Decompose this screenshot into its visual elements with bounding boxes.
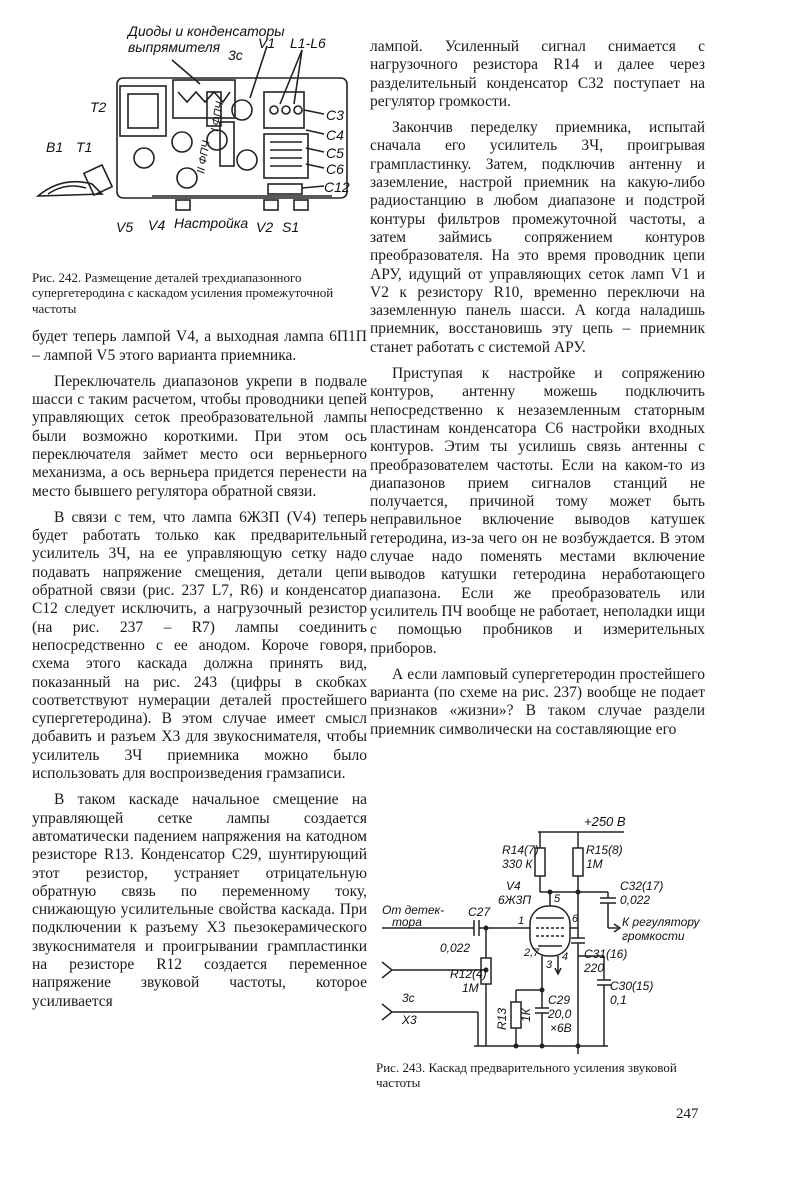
fig242-label-t1: T1 <box>76 139 93 155</box>
fig242-label-c4: C4 <box>326 127 344 143</box>
fig243-label-to-1: К регулятору <box>622 915 700 929</box>
fig242-label-v4: V4 <box>148 217 166 233</box>
fig243-label-c32-value: 0,022 <box>620 893 651 907</box>
fig243-label-r14: R14(7) <box>502 843 539 857</box>
fig243-pin-4: 4 <box>562 951 569 963</box>
fig242-label-v1: V1 <box>258 35 276 51</box>
right-column <box>370 38 705 739</box>
fig243-label-supply: +250 В <box>584 814 626 829</box>
fig242-label-c5: C5 <box>326 145 344 161</box>
fig242-label-l1l6: L1-L6 <box>290 35 326 51</box>
fig242-label-nastroyka: Настройка <box>174 215 249 231</box>
figure-242 <box>32 0 367 268</box>
figure-243 <box>378 810 708 1060</box>
figure-242-caption: Рис. 242. Размещение деталей трехдиапазонного супергетеродина с каскадом усиления промежуточной частоты <box>32 270 334 316</box>
fig243-label-x3: X3 <box>402 1013 417 1027</box>
page-number: 247 <box>676 1106 699 1122</box>
fig243-label-r14-value: 330 К <box>502 857 533 871</box>
right-paragraph-1: лампой. Усиленный сигнал снимается с нагрузочного резистора R14 и далее через разделительный конденсатор C32 поступает на регулятор громкости. <box>370 38 705 110</box>
left-paragraph-3: В связи с тем, что лампа 6Ж3П (V4) теперь будет работать только как предварительный усилитель 3Ч, на ее управляющую сетку надо подавать напряжение смещения, детали цепи обратной связи (рис. 237 L7, R6) и конденсатор C12 следует исключить, а нагрузочный резистор (на рис. 237 – R7) лампы соединить непосредственно с ее анодом. Короче говоря, схема этого каскада должна принять вид, показанный на рис. 243 (цифры в скобках соответствуют нумерации деталей простейшего супергетеродина). В этом случае имеет смысл добавить и разъем X3 для звукоснимателя, чтобы усилитель 3Ч приемника можно было использовать для воспроизведения грамзаписи. <box>32 508 367 783</box>
fig242-label-fpch1: I ФПЧ <box>209 100 227 133</box>
fig243-label-c27-value: 0,022 <box>440 941 471 955</box>
right-paragraph-3: Приступая к настройке и сопряжению контуров, антенну можешь подключить непосредственно к незаземленным статорным пластинам конденсатора C6 настройки входных контуров. Этим ты усилишь связь антенны с преобразователем частоты. Если на каком-то из диапазонов прием сигналов станций не получается, причиной тому может быть неправильное включение выводов катушек гетеродина, из-за чего он не возбуждается. В этом случае надо поменять местами включение выводов катушки гетеродина неработающего диапазона. Если же преобразователь или усилитель ПЧ вообще не работает, неполадки ищи с помощью пробников и измерительных приборов. <box>370 365 705 657</box>
fig243-label-from-2: тора <box>392 915 422 929</box>
fig243-pin-27: 2,7 <box>524 947 540 959</box>
fig243-label-r15: R15(8) <box>586 843 623 857</box>
fig243-label-c30-value: 0,1 <box>610 993 627 1007</box>
left-paragraph-1: будет теперь лампой V4, а выходная лампа 6П1П – лампой V5 этого варианта приемника. <box>32 328 367 364</box>
left-column <box>32 0 367 1011</box>
fig243-label-c31: C31(16) <box>584 947 628 961</box>
fig242-label-v5: V5 <box>116 219 134 235</box>
fig242-label-b1: B1 <box>46 139 64 155</box>
fig242-label-t2: T2 <box>90 99 107 115</box>
fig243-label-r12: R12(4) <box>450 967 487 981</box>
right-paragraph-4: А если ламповый супергетеродин простейшего варианта (по схеме на рис. 237) вообще не подает признаков «жизни»? В таком случае раздели приемник символически на составляющие его <box>370 665 705 738</box>
fig242-label-3c: 3с <box>228 47 243 63</box>
fig243-label-c30: C30(15) <box>610 979 654 993</box>
fig243-label-r13-value: 1К <box>519 1008 533 1022</box>
fig243-label-v4: V4 <box>506 879 521 893</box>
fig243-label-c29-voltage: ×6В <box>550 1021 572 1035</box>
fig243-label-c27: C27 <box>468 905 491 919</box>
fig242-label-fpch2: II ФПЧ <box>195 139 213 175</box>
fig243-label-r12-value: 1М <box>462 981 479 995</box>
fig243-label-v4-type: 6Ж3П <box>498 893 532 907</box>
fig243-label-c29-value: 20,0 <box>548 1007 572 1021</box>
fig243-pin-3: 3 <box>546 959 553 971</box>
fig243-label-r15-value: 1М <box>586 857 603 871</box>
fig243-label-c31-value: 220 <box>584 961 605 975</box>
fig242-label-c3: C3 <box>326 107 344 123</box>
left-paragraph-4: В таком каскаде начальное смещение на управляющей сетке лампы создается автоматически падением напряжения на катодном резисторе R13. Конденсатор C29, шунтирующий этот резистор, устраняет отрицательную обратную связь по переменному току, снижающую усилительные свойства каскада. При подключении к разъему X3 пьезокерамического звукоснимателя и проигрывании грампластинки на резисторе R12 создается переменное напряжение звуковой частоты, которое усиливается <box>32 791 367 1010</box>
fig242-label-c6: C6 <box>326 161 344 177</box>
fig242-label-c12: C12 <box>324 179 350 195</box>
fig243-label-from-1: От детек- <box>382 903 445 917</box>
fig243-label-r13: R13 <box>495 1007 509 1030</box>
fig243-label-to-2: громкости <box>622 929 685 943</box>
fig243-label-c32: C32(17) <box>620 879 664 893</box>
fig243-pin-5: 5 <box>554 893 561 905</box>
fig242-label-diodes-2: выпрямителя <box>128 39 221 55</box>
figure-243-caption: Рис. 243. Каскад предварительного усиления звуковой частоты <box>376 1060 677 1091</box>
fig243-label-x3-top: 3с <box>402 991 415 1005</box>
fig242-label-diodes-1: Диоды и конденсаторы <box>128 23 285 39</box>
fig242-label-v2: V2 <box>256 219 274 235</box>
left-paragraph-2: Переключатель диапазонов укрепи в подвале шасси с таким расчетом, чтобы проводники цепей управляющих сеток преобразовательной лампы были возможно короткими. При этом ось переключателя займет место оси верньерного механизма, а ось верньера придется перенести на место бывшего регулятора обратной связи. <box>32 372 367 500</box>
fig243-pin-6: 6 <box>572 913 579 925</box>
fig243-pin-1: 1 <box>518 915 525 927</box>
fig243-label-c29: C29 <box>548 993 571 1007</box>
right-paragraph-2: Закончив переделку приемника, испытай сначала его усилитель 3Ч, проигрывая грампластинку. Затем, подключив антенну и заземление, настрой приемник на какую-либо радиостанцию в любом диапазоне и подстрой контуры фильтров промежуточной частоты, а затем займись сопряжением контуров преобразователя. На это время проводник цепи АРУ, идущий от управляющих сеток ламп V1 и V2 к резистору R10, временно переключи на заземленную панель шасси. А когда наладишь приемник, восстановишь эту цепь – приемник станет работать с системой АРУ. <box>370 119 705 356</box>
fig242-label-s1: S1 <box>282 219 300 235</box>
